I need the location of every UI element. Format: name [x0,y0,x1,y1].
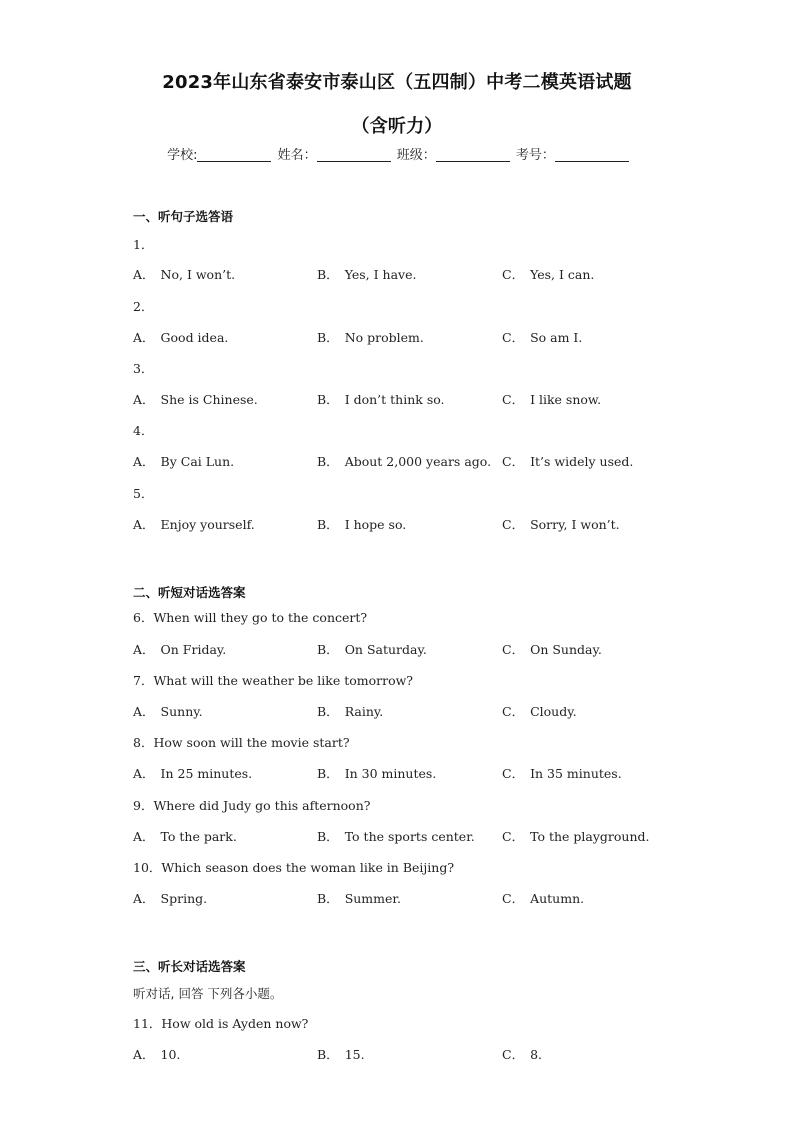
q7-option-b[interactable]: B． Rainy. [317,704,384,719]
q2-option-a[interactable]: A． Good idea. [133,330,229,345]
q1-option-a[interactable]: A． No, I won’t. [133,267,236,282]
q3-option-b[interactable]: B． I don’t think so. [317,392,445,407]
school-label: 学校: [167,148,198,163]
question-11-stem: 11．How old is Ayden now? [133,1016,309,1031]
q2-option-c[interactable]: C． So am I. [502,330,583,345]
question-4-number: 4． [133,423,154,438]
q11-option-a[interactable]: A． 10. [133,1047,181,1062]
section-heading-3: 三、听长对话选答案 [133,959,246,974]
number-blank[interactable] [555,147,629,162]
q11-option-b[interactable]: B． 15. [317,1047,365,1062]
q8-option-c[interactable]: C． In 35 minutes. [502,766,622,781]
section-3-instruction: 听对话, 回答 下列各小题。 [133,986,283,1001]
number-label: 考号： [515,148,555,163]
student-info-row [0,144,794,163]
question-2-number: 2． [133,299,154,314]
section-heading-2: 二、听短对话选答案 [133,585,246,600]
name-blank[interactable] [317,147,391,162]
q6-option-c[interactable]: C． On Sunday. [502,642,602,657]
question-9-stem: 9．Where did Judy go this afternoon? [133,798,371,813]
question-3-number: 3． [133,361,154,376]
q9-option-c[interactable]: C． To the playground. [502,829,650,844]
name-label: 姓名： [277,148,317,163]
section-heading-1: 一、听句子选答语 [133,209,234,224]
q4-option-b[interactable]: B． About 2,000 years ago. [317,454,492,469]
question-6-stem: 6．When will they go to the concert? [133,610,368,625]
school-blank[interactable] [197,147,271,162]
q5-option-a[interactable]: A． Enjoy yourself. [133,517,255,532]
q3-option-a[interactable]: A． She is Chinese. [133,392,258,407]
q10-option-b[interactable]: B． Summer. [317,891,401,906]
q10-option-c[interactable]: C． Autumn. [502,891,585,906]
q11-option-c[interactable]: C． 8. [502,1047,543,1062]
q3-option-c[interactable]: C． I like snow. [502,392,602,407]
q5-option-b[interactable]: B． I hope so. [317,517,407,532]
exam-subtitle: （含听力） [351,116,443,137]
q10-option-a[interactable]: A． Spring. [133,891,208,906]
class-blank[interactable] [436,147,510,162]
q9-option-b[interactable]: B． To the sports center. [317,829,475,844]
question-7-stem: 7．What will the weather be like tomorrow? [133,673,413,688]
q8-option-b[interactable]: B． In 30 minutes. [317,766,437,781]
question-10-stem: 10．Which season does the woman like in Beijing? [133,860,455,875]
q9-option-a[interactable]: A． To the park. [133,829,237,844]
exam-title: 2023年山东省泰安市泰山区（五四制）中考二模英语试题 [162,72,632,93]
question-8-stem: 8．How soon will the movie start? [133,735,350,750]
class-label: 班级： [396,148,436,163]
q7-option-c[interactable]: C． Cloudy. [502,704,577,719]
q7-option-a[interactable]: A． Sunny. [133,704,203,719]
q4-option-a[interactable]: A． By Cai Lun. [133,454,235,469]
q2-option-b[interactable]: B． No problem. [317,330,424,345]
q4-option-c[interactable]: C． It’s widely used. [502,454,634,469]
q8-option-a[interactable]: A． In 25 minutes. [133,766,253,781]
q1-option-c[interactable]: C． Yes, I can. [502,267,595,282]
q6-option-b[interactable]: B． On Saturday. [317,642,427,657]
q6-option-a[interactable]: A． On Friday. [133,642,227,657]
q5-option-c[interactable]: C． Sorry, I won’t. [502,517,620,532]
question-5-number: 5． [133,486,154,501]
q1-option-b[interactable]: B． Yes, I have. [317,267,417,282]
question-1-number: 1． [133,237,154,252]
